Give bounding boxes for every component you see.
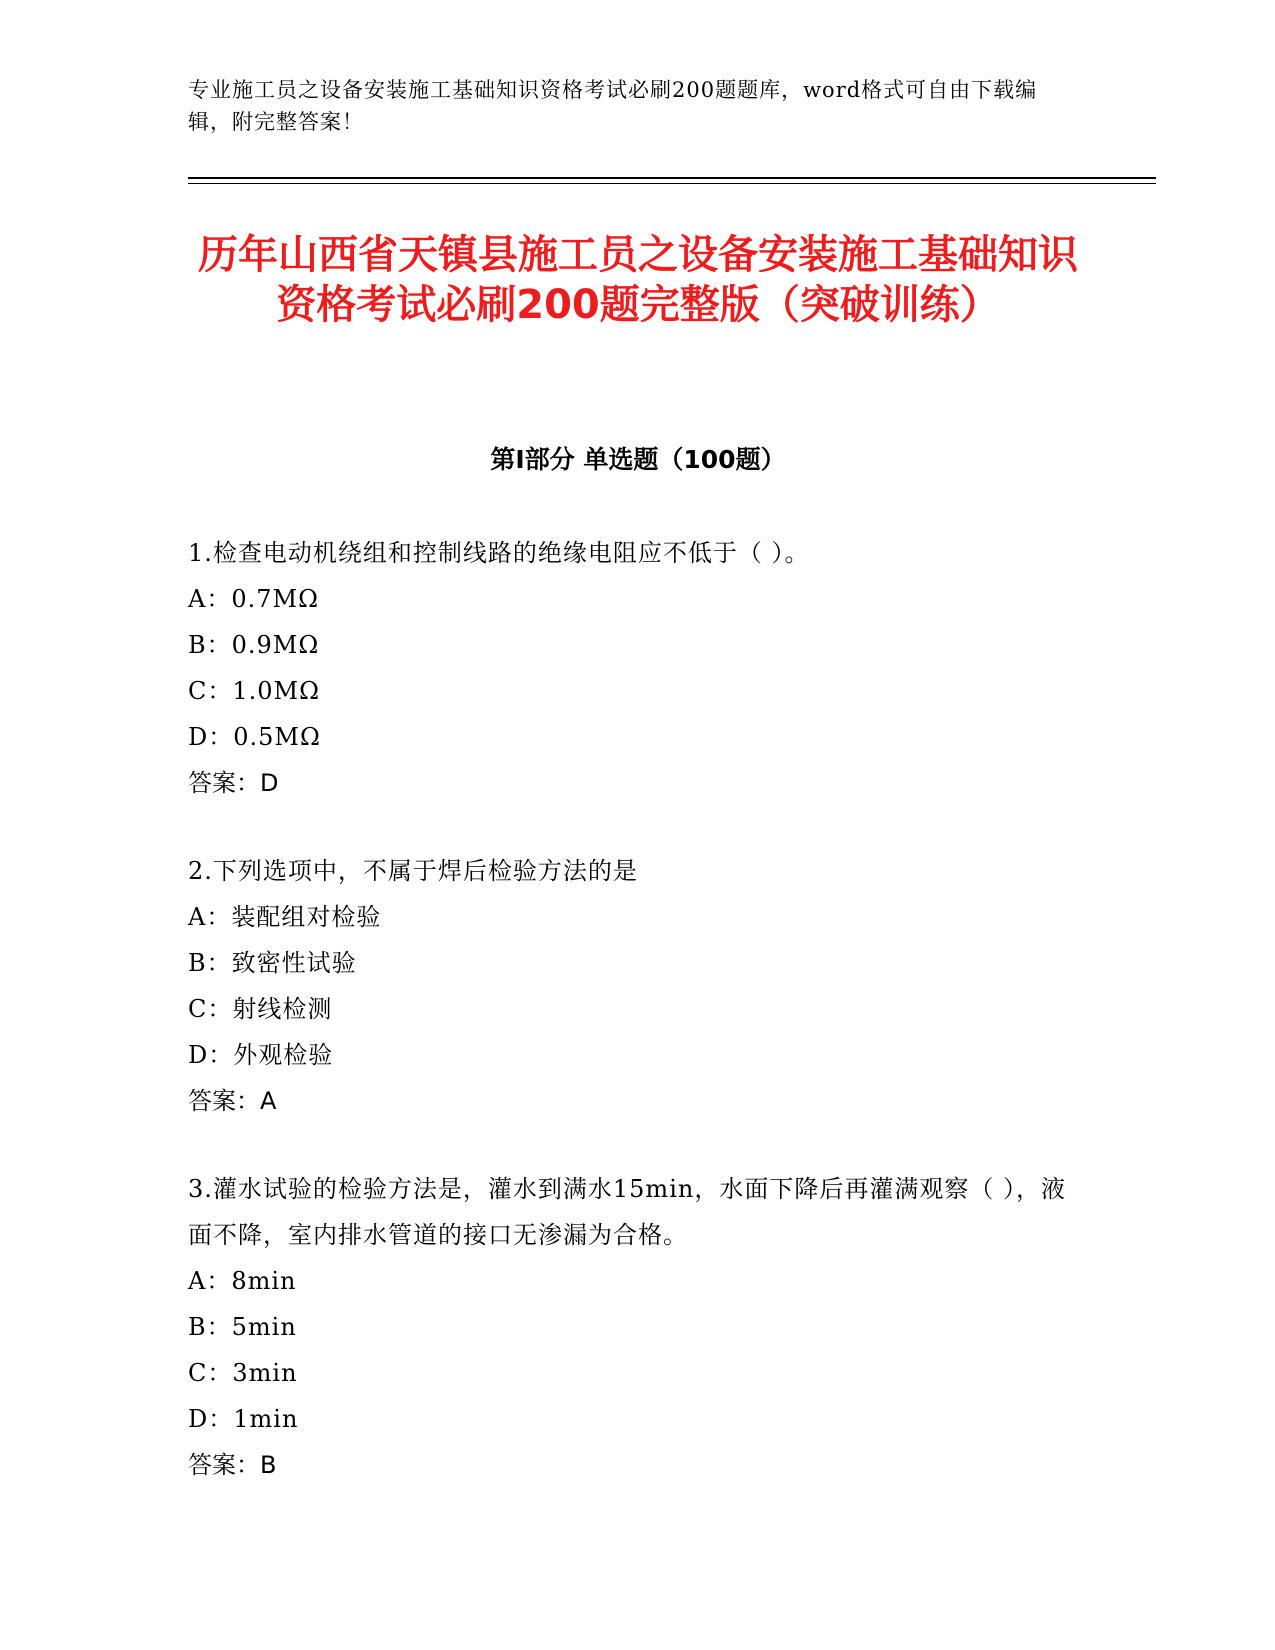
document-title: 历年山西省天镇县施工员之设备安装施工基础知识资格考试必刷200题完整版（突破训练） (198, 232, 1078, 328)
question-2 (188, 848, 1088, 1124)
option-d: D：0.5MΩ (188, 723, 321, 751)
option-c: C：射线检测 (188, 995, 333, 1023)
option-b: B：5min (188, 1313, 297, 1341)
option-a: A：8min (188, 1267, 297, 1295)
question-stem: 3.灌水试验的检验方法是，灌水到满水15min，水面下降后再灌满观察（ ），液面不降，室内排水管道的接口无渗漏为合格。 (188, 1175, 1066, 1249)
section-title: 第I部分 单选题（100题） (490, 445, 786, 474)
option-a: A：装配组对检验 (188, 903, 382, 931)
option-c: C：3min (188, 1359, 298, 1387)
question-stem: 2.下列选项中，不属于焊后检验方法的是 (188, 857, 638, 885)
option-a: A：0.7MΩ (188, 585, 319, 613)
option-c: C：1.0MΩ (188, 677, 321, 705)
option-d: D：外观检验 (188, 1041, 334, 1069)
question-1 (188, 530, 1088, 806)
answer: 答案：D (188, 769, 279, 797)
answer: 答案：B (188, 1451, 277, 1479)
question-list (188, 530, 1088, 1530)
header-note: 专业施工员之设备安装施工基础知识资格考试必刷200题题库，word格式可自由下载编辑，附完整答案！ (188, 78, 1038, 134)
header-divider-thin (188, 183, 1156, 184)
option-b: B：0.9MΩ (188, 631, 320, 659)
question-stem: 1.检查电动机绕组和控制线路的绝缘电阻应不低于（ ）。 (188, 539, 810, 567)
answer: 答案：A (188, 1087, 277, 1115)
header-divider-thick (188, 177, 1156, 179)
option-b: B：致密性试验 (188, 949, 357, 977)
question-3 (188, 1166, 1088, 1488)
option-d: D：1min (188, 1405, 299, 1433)
